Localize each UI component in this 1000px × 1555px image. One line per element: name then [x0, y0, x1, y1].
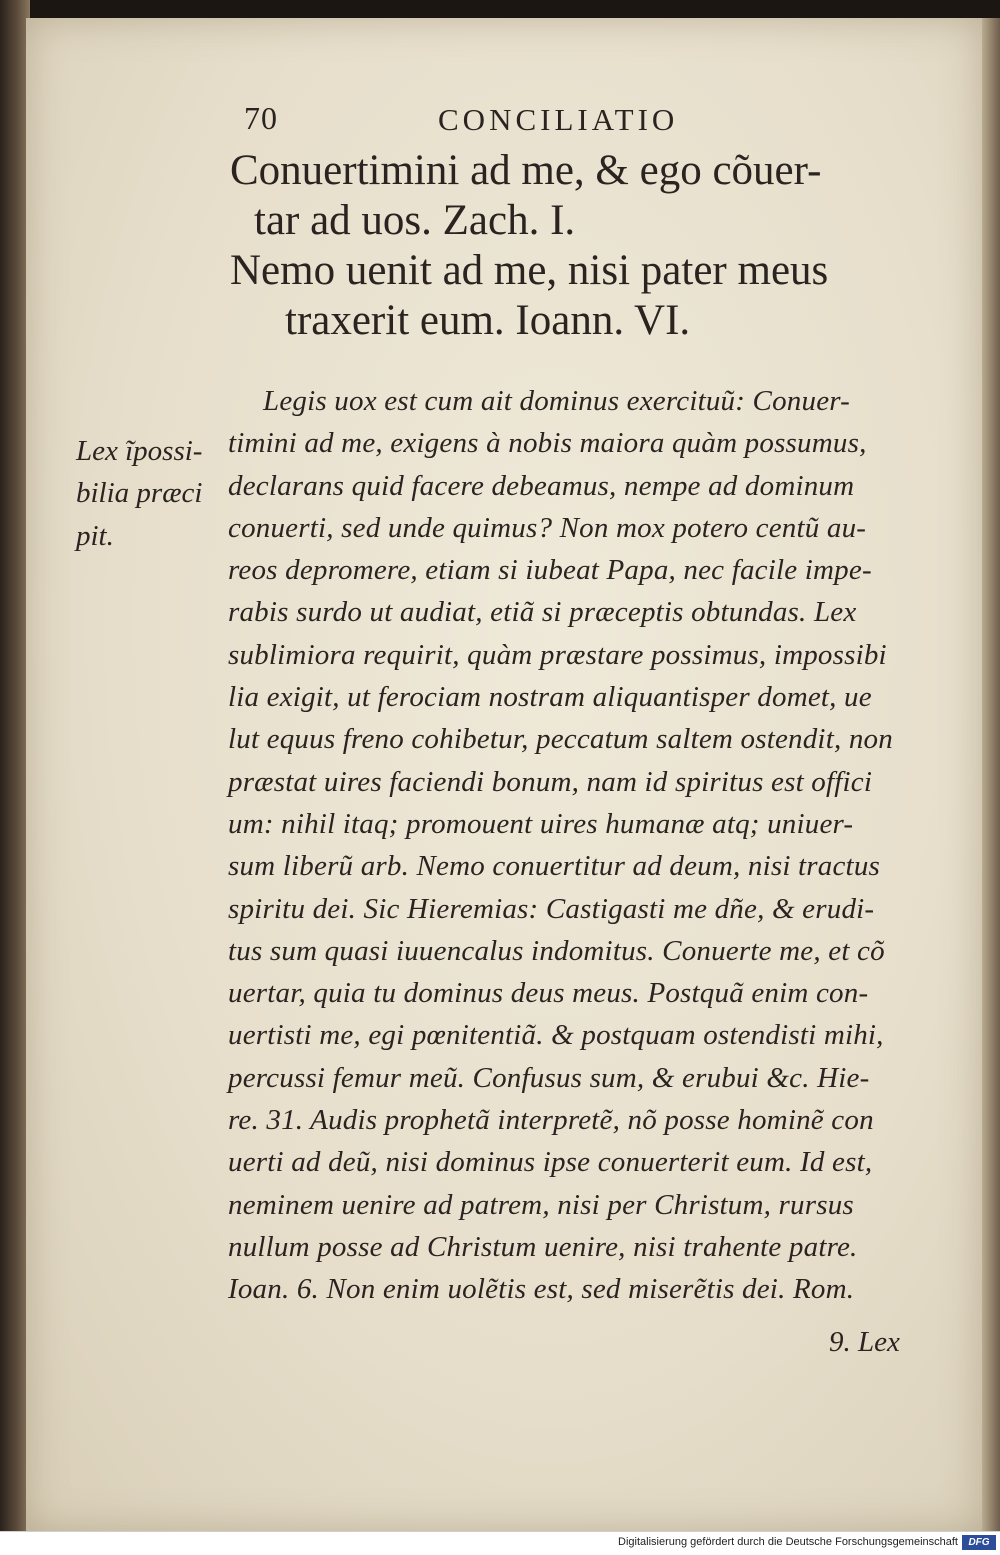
- body-line: lia exigit, ut ferociam nostram aliquantisper domet, ue: [228, 681, 872, 714]
- page-edge: [982, 18, 1000, 1532]
- body-line: neminem uenire ad patrem, nisi per Christum, rursus: [228, 1188, 854, 1221]
- body-line: sublimiora requirit, quàm præstare possimus, impossibi: [228, 638, 887, 671]
- body-line: timini ad me, exigens à nobis maiora quàm possumus,: [228, 427, 867, 460]
- funding-credit: Digitalisierung gefördert durch die Deutsche Forschungsgemeinschaft: [618, 1536, 958, 1548]
- book-page: [26, 18, 982, 1532]
- body-line: conuerti, sed unde quimus? Non mox potero centũ au-: [228, 511, 867, 544]
- body-text: [228, 380, 948, 1311]
- page-number: 70: [244, 100, 278, 136]
- body-line: reos depromere, etiam si iubeat Papa, nec facile impe-: [228, 554, 872, 587]
- body-line: re. 31. Audis prophetã interpretẽ, nõ posse hominẽ con: [228, 1104, 874, 1137]
- body-line: rabis surdo ut audiat, etiã si præceptis obtundas. Lex: [228, 596, 857, 629]
- body-line: uertar, quia tu dominus deus meus. Postquã enim con-: [228, 977, 869, 1010]
- body-line: nullum posse ad Christum uenire, nisi trahente patre.: [228, 1230, 858, 1263]
- body-line: uerti ad deũ, nisi dominus ipse conuerterit eum. Id est,: [228, 1146, 873, 1179]
- body-line: um: nihil itaq; promouent uires humanæ atq; uniuer-: [228, 807, 854, 840]
- heading-line: Nemo uenit ad me, nisi pater meus: [230, 247, 829, 294]
- body-line: tus sum quasi iuuencalus indomitus. Conuerte me, et cõ: [228, 934, 885, 967]
- margin-note: [76, 430, 246, 557]
- dfg-logo: DFG: [962, 1535, 996, 1550]
- body-line: præstat uires faciendi bonum, nam id spiritus est offici: [228, 765, 873, 798]
- body-line: spiritu dei. Sic Hieremias: Castigasti me dñe, & erudi-: [228, 892, 875, 925]
- heading-line: tar ad uos. Zach. I.: [254, 197, 576, 244]
- catchword: 9. Lex: [829, 1326, 900, 1358]
- body-line: Legis uox est cum ait dominus exercituũ: Conuer-: [263, 385, 851, 417]
- margin-note-line: Lex ĩpossi-: [76, 435, 203, 467]
- body-line: sum liberũ arb. Nemo conuertitur ad deum, nisi tractus: [228, 850, 880, 883]
- body-line: uertisti me, egi pœnitentiã. & postquam ostendisti mihi,: [228, 1019, 884, 1052]
- footer-bar: [0, 1531, 1000, 1555]
- body-line: declarans quid facere debeamus, nempe ad dominum: [228, 469, 855, 502]
- heading-line: traxerit eum. Ioann. VI.: [285, 297, 691, 344]
- heading-line: Conuertimini ad me, & ego cõuer-: [230, 147, 822, 194]
- scripture-headings: [230, 146, 950, 346]
- body-line: percussi femur meũ. Confusus sum, & erubui &c. Hie-: [228, 1061, 870, 1094]
- margin-note-line: pit.: [76, 519, 114, 552]
- body-line: lut equus freno cohibetur, peccatum saltem ostendit, non: [228, 723, 893, 756]
- margin-note-line: bilia præci: [76, 477, 203, 510]
- running-head: CONCILIATIO: [438, 102, 679, 137]
- body-line: Ioan. 6. Non enim uolẽtis est, sed miserẽtis dei. Rom.: [228, 1273, 855, 1306]
